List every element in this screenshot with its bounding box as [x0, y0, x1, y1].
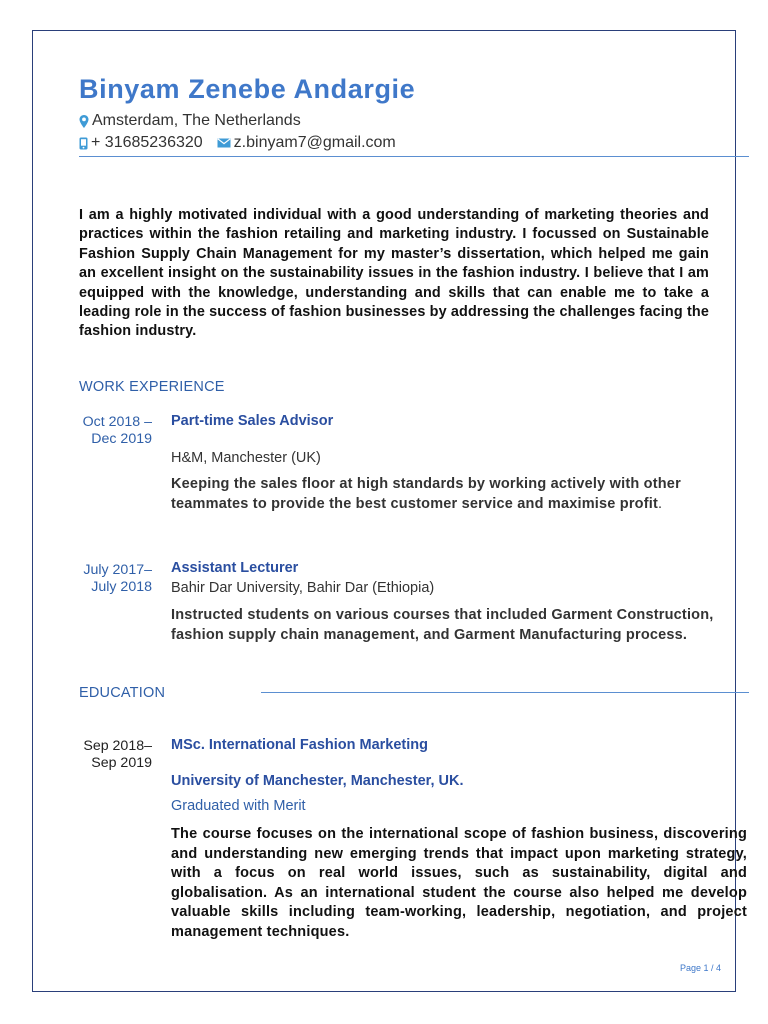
education-description: The course focuses on the international scope of fashion business, discovering and understanding new emerging trends that impact upon marketing strategy, with a focus on real world issues, such as sustainability, digital and globalisation. As an international student the course also helped me develop valuable skills including team-working, leadership, negotiation, and project management techniques.: [171, 826, 747, 940]
job-date-end: July 2018: [91, 579, 152, 595]
work-experience-heading: WORK EXPERIENCE: [79, 379, 225, 395]
header-divider: [79, 156, 749, 157]
job-description-end: .: [658, 495, 663, 512]
map-pin-icon: [79, 115, 89, 128]
education-date-start: Sep 2018–: [83, 738, 152, 754]
job-title: Part-time Sales Advisor: [171, 413, 334, 429]
email-group[interactable]: [217, 134, 396, 152]
envelope-icon: [217, 138, 231, 148]
page-number: Page 1 / 4: [680, 963, 722, 973]
location-text: Amsterdam, The Netherlands: [92, 112, 301, 129]
phone-icon: [79, 137, 88, 150]
email-link[interactable]: z.binyam7@gmail.com: [233, 134, 396, 151]
employer-name: H&M: [171, 450, 204, 466]
contact-line: [79, 134, 396, 152]
location-line: [79, 112, 301, 130]
job-date-start: Oct 2018 –: [82, 414, 152, 430]
job-date: [52, 414, 152, 448]
job-description: Instructed students on various courses that included Garment Construction, fashion supply chain management, and Garment Manufacturing process.: [171, 607, 714, 643]
institution-name: University of Manchester, Manchester, UK.: [171, 773, 464, 789]
degree-title: MSc. International Fashion Marketing: [171, 737, 429, 753]
job-date: [52, 562, 152, 596]
job-title: Assistant Lecturer: [171, 560, 299, 576]
job-date-end: Dec 2019: [91, 431, 152, 447]
job-description: [171, 475, 741, 514]
education-result: Graduated with Merit: [171, 798, 306, 814]
education-heading: EDUCATION: [79, 685, 166, 701]
job-description-text: Keeping the sales floor at high standards by working actively with other teammates to provide the best customer service and maximise profit: [171, 476, 681, 512]
education-date: [52, 738, 152, 772]
phone-text: + 31685236320: [91, 134, 203, 151]
education-date-end: Sep 2019: [91, 755, 152, 771]
job-date-start: July 2017–: [83, 562, 152, 578]
employer-location: , Manchester (UK): [203, 450, 321, 466]
job-employer: [171, 450, 321, 466]
job-employer: Bahir Dar University, Bahir Dar (Ethiopia): [171, 580, 435, 596]
profile-summary: I am a highly motivated individual with a good understanding of marketing theories and practices within the fashion retailing and marketing industry. I focussed on Sustainable Fashion Supply Chain Management for my master’s dissertation, which helped me gain an excellent insight on the sustainability issues in the fashion industry. I believe that I am equipped with the knowledge, understanding and skills that can enable me to take a leading role in the success of fashion businesses by addressing the challenges facing the fashion industry.: [79, 207, 709, 340]
candidate-name: Binyam Zenebe Andargie: [79, 74, 416, 104]
education-divider: [261, 692, 749, 693]
